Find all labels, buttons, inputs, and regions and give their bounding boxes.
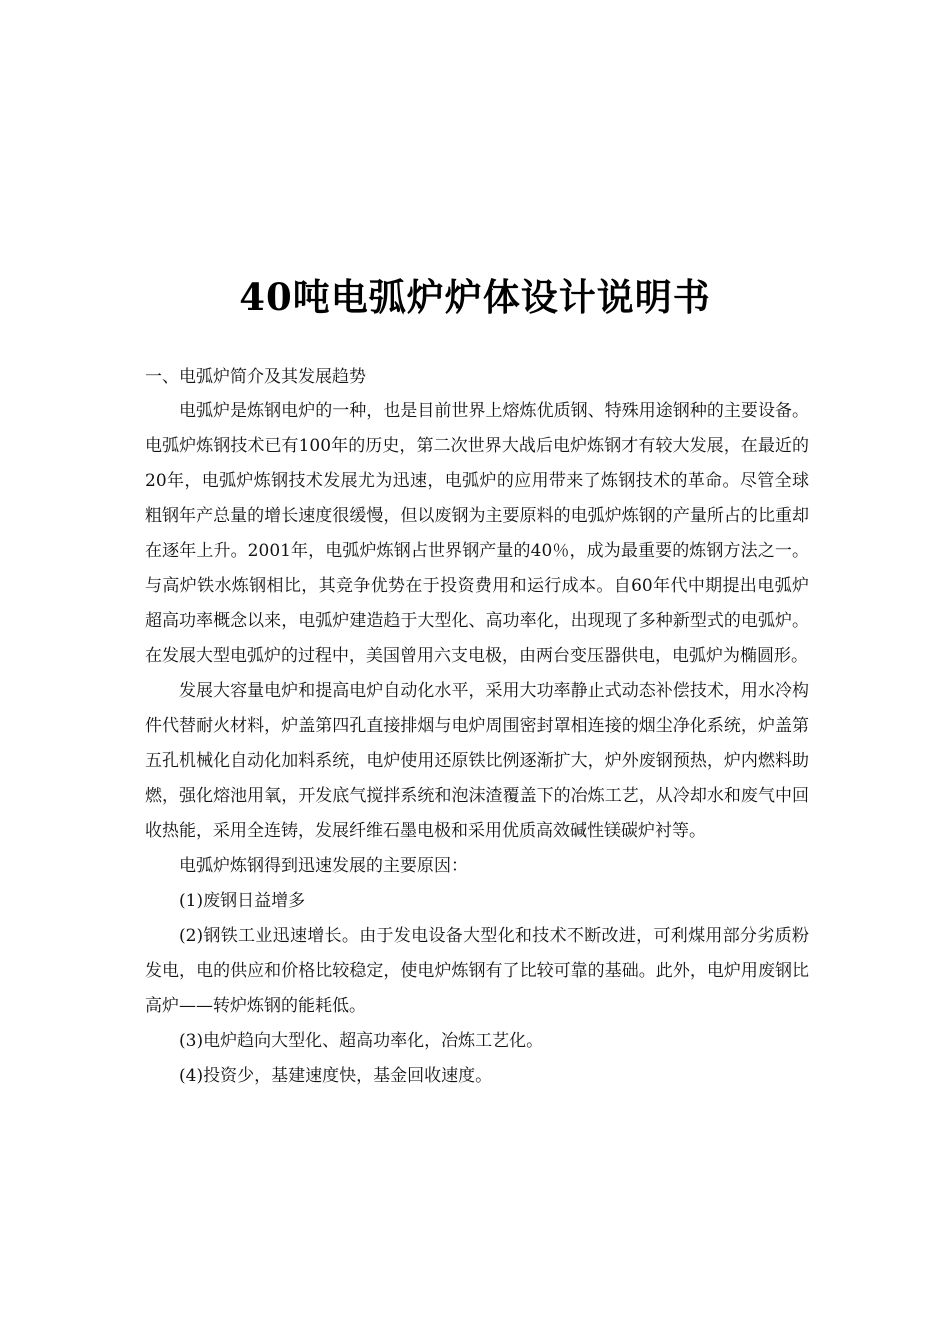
paragraph-reasons-lead: 电弧炉炼钢得到迅速发展的主要原因： xyxy=(179,856,468,876)
document-title: 40吨电弧炉炉体设计说明书 xyxy=(239,274,711,319)
document-body xyxy=(145,361,809,1094)
list-item-reason-4: (4)投资少，基建速度快，基金回收速度。 xyxy=(179,1066,493,1086)
section-heading: 一、电弧炉简介及其发展趋势 xyxy=(145,367,366,387)
paragraph-intro: 电弧炉是炼钢电炉的一种，也是目前世界上熔炼优质钢、特殊用途钢种的主要设备。电弧炉炼钢技术已有100年的历史，第二次世界大战后电炉炼钢才有较大发展，在最近的20年，电弧炉炼钢技术发展尤为迅速，电弧炉的应用带来了炼钢技术的革命。尽管全球粗钢年产总量的增长速度很缓慢，但以废钢为主要原料的电弧炉炼钢的产量所占的比重却在逐年上升。2001年，电弧炉炼钢占世界钢产量的40％，成为最重要的炼钢方法之一。与高炉铁水炼钢相比，其竞争优势在于投资费用和运行成本。自60年代中期提出电弧炉超高功率概念以来，电弧炉建造趋于大型化、高功率化，出现现了多种新型式的电弧炉。在发展大型电弧炉的过程中，美国曾用六支电极，由两台变压器供电，电弧炉为椭圆形。 xyxy=(145,401,809,666)
list-item-reason-1: (1)废钢日益增多 xyxy=(179,891,306,911)
list-item-reason-3: (3)电炉趋向大型化、超高功率化，冶炼工艺化。 xyxy=(179,1031,544,1051)
paragraph-development: 发展大容量电炉和提高电炉自动化水平，采用大功率静止式动态补偿技术，用水冷构件代替耐火材料，炉盖第四孔直接排烟与电炉周围密封罩相连接的烟尘净化系统，炉盖第五孔机械化自动化加料系统，电炉使用还原铁比例逐渐扩大，炉外废钢预热，炉内燃料助燃，强化熔池用氧，开发底气搅拌系统和泡沫渣覆盖下的冶炼工艺，从冷却水和废气中回收热能，采用全连铸，发展纤维石墨电极和采用优质高效碱性镁碳炉衬等。 xyxy=(145,681,809,841)
list-item-reason-2: (2)钢铁工业迅速增长。由于发电设备大型化和技术不断改进，可利煤用部分劣质粉发电，电的供应和价格比较稳定，使电炉炼钢有了比较可靠的基础。此外，电炉用废钢比高炉——转炉炼钢的能耗低。 xyxy=(145,926,809,1016)
